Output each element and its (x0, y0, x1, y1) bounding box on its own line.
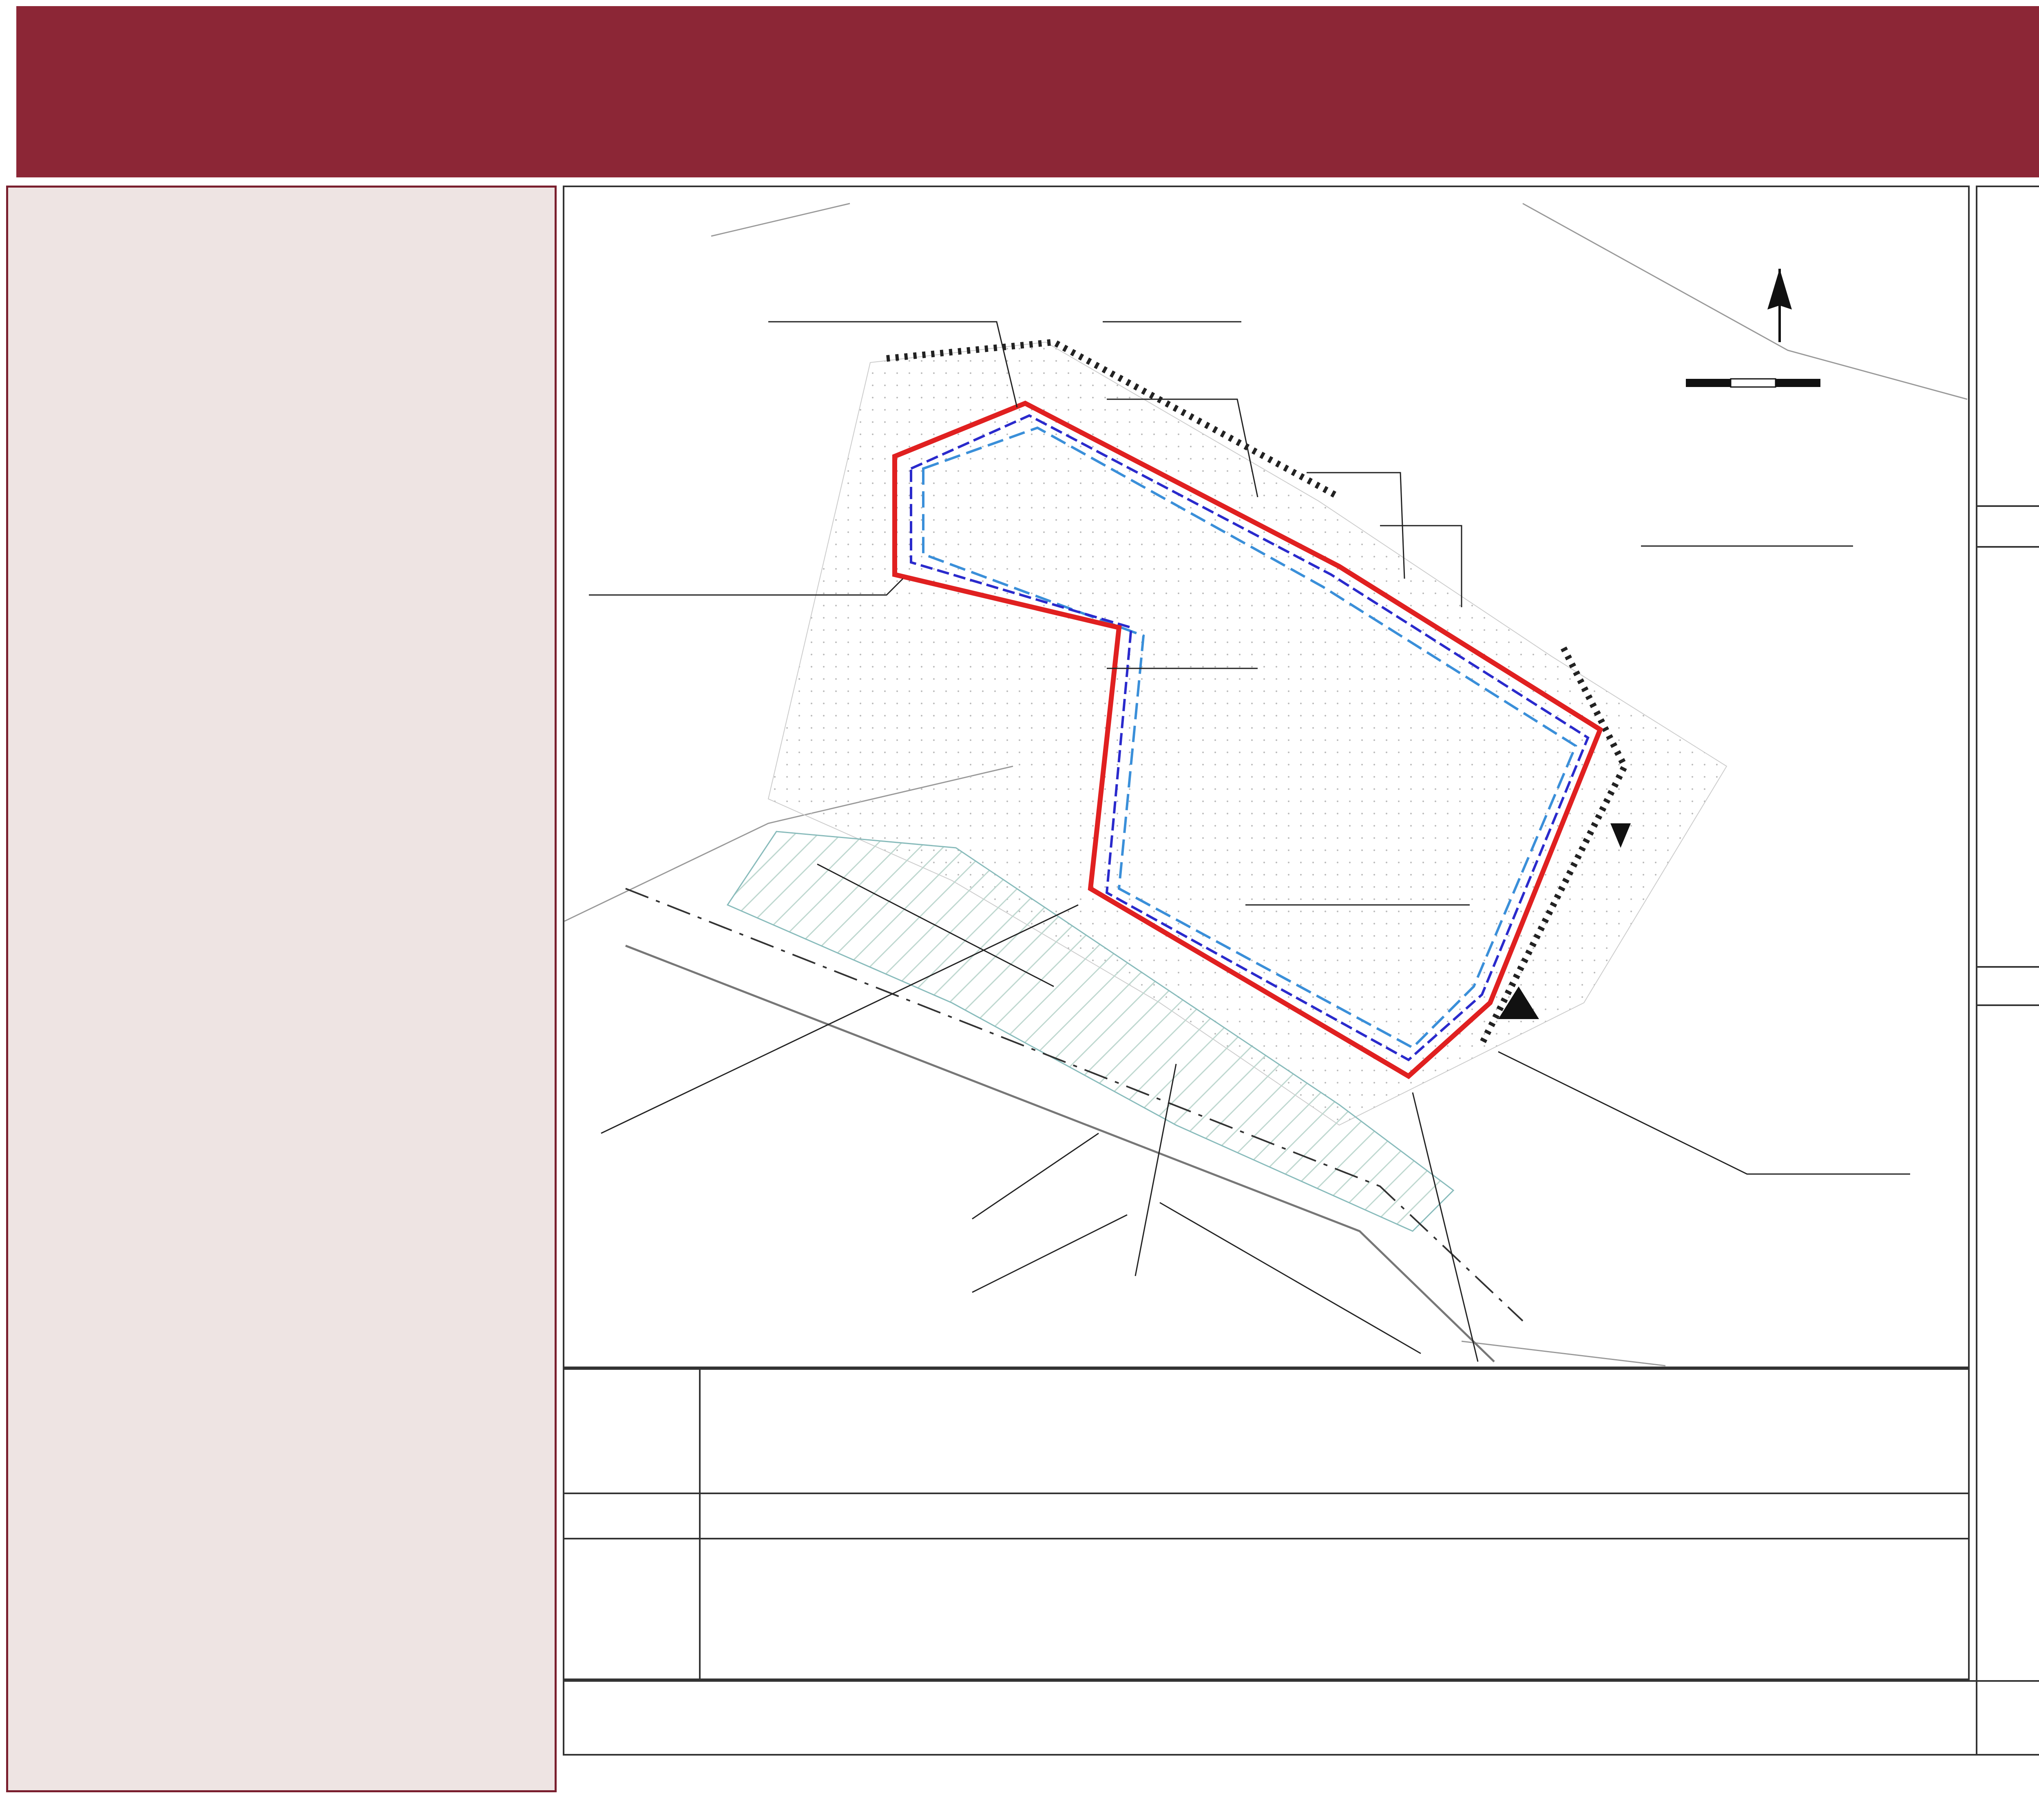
footer-title (563, 1680, 2039, 1756)
site-plan-drawing (564, 187, 1968, 1367)
indicator-title (564, 1494, 701, 1678)
indicator-table (699, 1494, 1968, 1678)
indicator-panel (563, 1493, 1970, 1680)
table-row (699, 1555, 1968, 1678)
pub-facility-title (1977, 509, 2039, 548)
left-notice-panel (6, 186, 557, 1792)
location-map (1977, 187, 2039, 507)
table-header (699, 1494, 1968, 1555)
right-panel (1976, 186, 2039, 1756)
site-plan-map (563, 186, 1970, 1368)
ctrl-title (1977, 966, 2039, 1006)
north-arrow-icon (1767, 269, 1792, 342)
location-title (1977, 187, 2039, 505)
scale-bar (1686, 379, 1820, 387)
terrain-area (768, 342, 1727, 1125)
title-banner (16, 6, 2039, 177)
